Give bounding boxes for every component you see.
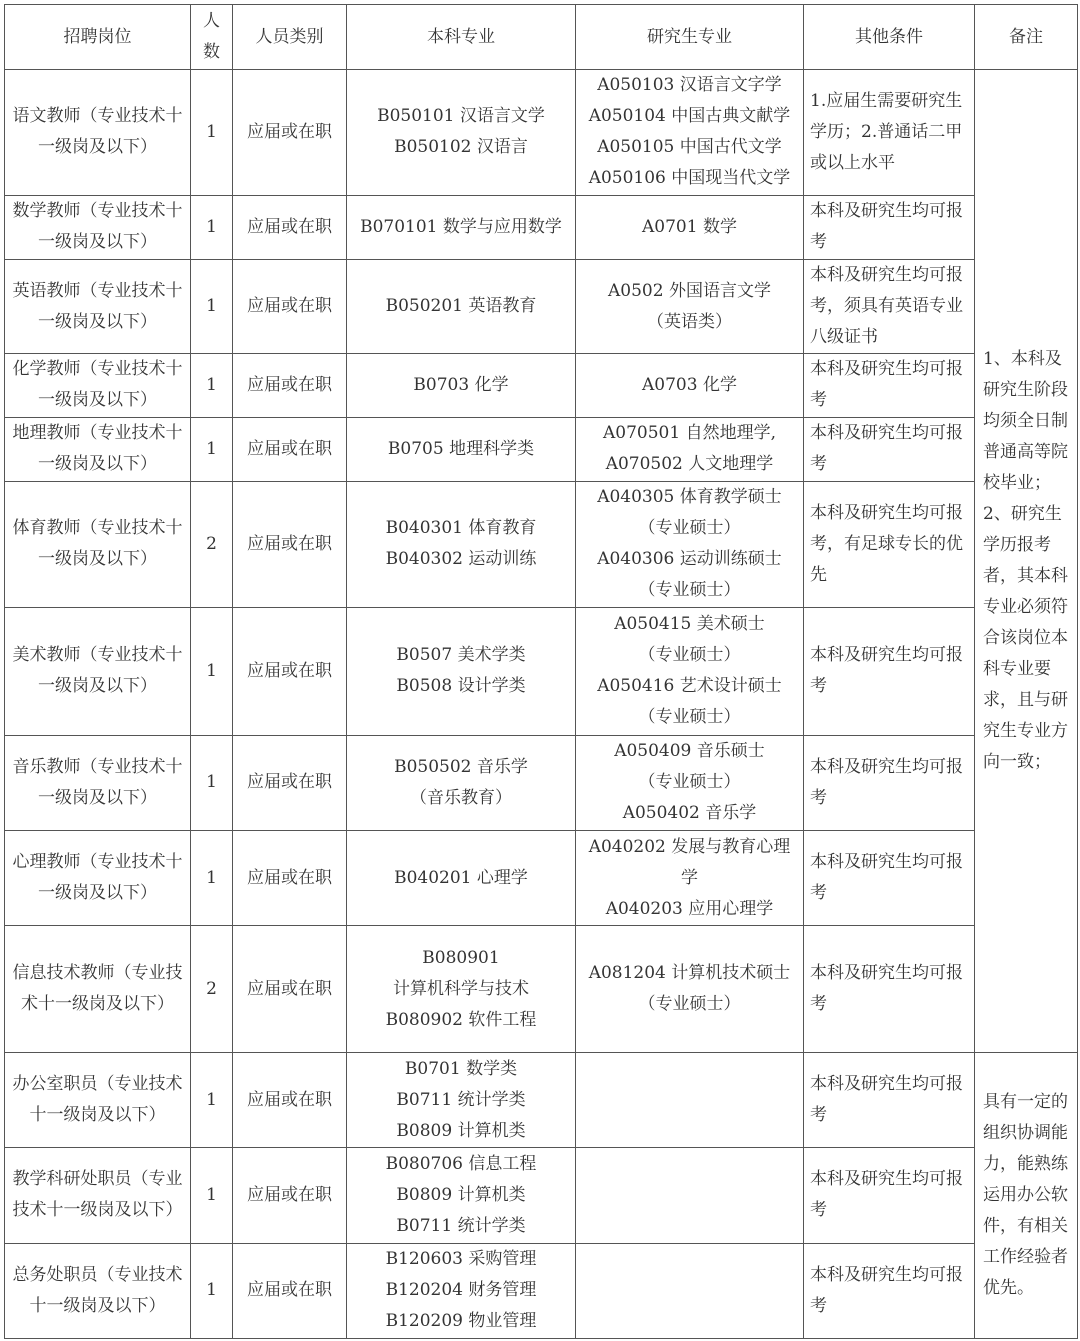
undergrad-major-line: （音乐教育）	[410, 787, 512, 808]
cell-graduate	[576, 481, 804, 607]
cell-undergrad	[347, 1243, 576, 1338]
cell-count: 1	[191, 259, 233, 353]
cell-position: 数学教师（专业技术十一级岗及以下）	[5, 195, 191, 259]
cell-count: 1	[191, 735, 233, 830]
graduate-major-line: （专业硕士）	[638, 994, 741, 1015]
cell-position: 心理教师（专业技术十一级岗及以下）	[5, 831, 191, 926]
cell-position: 音乐教师（专业技术十一级岗及以下）	[5, 735, 191, 830]
undergrad-major-line: B080706 信息工程	[385, 1153, 537, 1174]
undergrad-major-line: B0705 地理科学类	[387, 438, 535, 459]
cell-count: 2	[191, 926, 233, 1052]
cell-count: 1	[191, 1148, 233, 1243]
table-row	[5, 417, 1078, 481]
cell-count: 1	[191, 1243, 233, 1338]
cell-undergrad	[347, 354, 576, 417]
cell-category: 应届或在职	[233, 735, 347, 830]
cell-graduate	[576, 417, 804, 481]
cell-category: 应届或在职	[233, 354, 347, 417]
undergrad-major-line: 计算机科学与技术	[393, 978, 529, 999]
cell-graduate	[576, 1243, 804, 1338]
undergrad-major-line: B040301 体育教育	[385, 518, 537, 539]
table-row	[5, 831, 1078, 926]
header-position: 招聘岗位	[5, 5, 191, 70]
cell-graduate	[576, 1148, 804, 1243]
table-row	[5, 481, 1078, 607]
graduate-major-line: A050415 美术硕士	[614, 614, 765, 635]
cell-graduate	[576, 926, 804, 1052]
cell-undergrad	[347, 735, 576, 830]
cell-position: 化学教师（专业技术十一级岗及以下）	[5, 354, 191, 417]
undergrad-major-line: B120209 物业管理	[385, 1311, 537, 1332]
graduate-major-line: （英语类）	[647, 311, 732, 332]
undergrad-major-line: B0703 化学	[413, 374, 509, 395]
graduate-major-line: A050416 艺术设计硕士	[597, 676, 782, 697]
cell-position: 地理教师（专业技术十一级岗及以下）	[5, 417, 191, 481]
cell-undergrad	[347, 417, 576, 481]
cell-undergrad	[347, 926, 576, 1052]
undergrad-major-line: B080901	[422, 947, 500, 968]
graduate-major-line: A050409 音乐硕士	[614, 741, 765, 762]
graduate-major-line: A0701 数学	[642, 216, 737, 237]
cell-category: 应届或在职	[233, 1243, 347, 1338]
table-row	[5, 608, 1078, 735]
undergrad-major-line: B070101 数学与应用数学	[360, 216, 562, 237]
undergrad-major-line: B0711 统计学类	[396, 1089, 526, 1110]
header-remark: 备注	[975, 5, 1078, 70]
cell-position: 办公室职员（专业技术十一级岗及以下）	[5, 1052, 191, 1147]
recruitment-table	[4, 4, 1078, 1339]
cell-other: 本科及研究生均可报考，有足球专长的优先	[804, 481, 975, 607]
remark-staff: 具有一定的组织协调能力，能熟练运用办公软件，有相关工作经验者优先。	[975, 1052, 1078, 1338]
cell-graduate	[576, 735, 804, 830]
cell-count: 1	[191, 70, 233, 195]
undergrad-major-line: B120204 财务管理	[385, 1280, 537, 1301]
cell-position: 体育教师（专业技术十一级岗及以下）	[5, 481, 191, 607]
cell-position: 美术教师（专业技术十一级岗及以下）	[5, 608, 191, 735]
cell-undergrad	[347, 1052, 576, 1147]
undergrad-major-line: B080902 软件工程	[385, 1009, 537, 1030]
undergrad-major-line: B0701 数学类	[404, 1058, 518, 1079]
graduate-major-line: （专业硕士）	[638, 580, 741, 601]
table-row	[5, 354, 1078, 417]
cell-undergrad	[347, 195, 576, 259]
cell-position: 教学科研处职员（专业技术十一级岗及以下）	[5, 1148, 191, 1243]
cell-count: 1	[191, 608, 233, 735]
graduate-major-line: A040305 体育教学硕士	[597, 487, 782, 508]
graduate-major-line: A081204 计算机技术硕士	[588, 963, 791, 984]
header-graduate: 研究生专业	[576, 5, 804, 70]
cell-graduate	[576, 354, 804, 417]
graduate-major-line: A070502 人文地理学	[605, 454, 774, 475]
cell-graduate	[576, 831, 804, 926]
table-row	[5, 70, 1078, 195]
cell-category: 应届或在职	[233, 417, 347, 481]
undergrad-major-line: B040302 运动训练	[385, 549, 537, 570]
undergrad-major-line: B050102 汉语言	[394, 137, 528, 158]
undergrad-major-line: B050502 音乐学	[394, 756, 528, 777]
cell-other: 本科及研究生均可报考	[804, 1148, 975, 1243]
graduate-major-line: A040203 应用心理学	[605, 898, 774, 919]
cell-count: 2	[191, 481, 233, 607]
graduate-major-line: （专业硕士）	[638, 772, 741, 793]
graduate-major-line: （专业硕士）	[638, 518, 741, 539]
table-row	[5, 926, 1078, 1052]
cell-other: 本科及研究生均可报考	[804, 926, 975, 1052]
table-row	[5, 735, 1078, 830]
undergrad-major-line: B0508 设计学类	[396, 676, 526, 697]
table-row	[5, 1243, 1078, 1338]
cell-other: 本科及研究生均可报考	[804, 608, 975, 735]
cell-undergrad	[347, 831, 576, 926]
table-row	[5, 1052, 1078, 1147]
cell-graduate	[576, 259, 804, 353]
graduate-major-line: A040306 运动训练硕士	[597, 549, 782, 570]
graduate-major-line: A050105 中国古代文学	[597, 137, 782, 158]
cell-category: 应届或在职	[233, 1052, 347, 1147]
header-count: 人数	[191, 5, 233, 70]
cell-count: 1	[191, 1052, 233, 1147]
header-category: 人员类别	[233, 5, 347, 70]
header-other: 其他条件	[804, 5, 975, 70]
cell-other: 本科及研究生均可报考	[804, 1243, 975, 1338]
cell-count: 1	[191, 195, 233, 259]
cell-count: 1	[191, 417, 233, 481]
header-undergrad: 本科专业	[347, 5, 576, 70]
undergrad-major-line: B040201 心理学	[394, 867, 528, 888]
cell-count: 1	[191, 831, 233, 926]
cell-position: 总务处职员（专业技术十一级岗及以下）	[5, 1243, 191, 1338]
cell-undergrad	[347, 608, 576, 735]
cell-other: 本科及研究生均可报考	[804, 831, 975, 926]
undergrad-major-line: B0711 统计学类	[396, 1215, 526, 1236]
cell-other: 本科及研究生均可报考	[804, 354, 975, 417]
graduate-major-line: （专业硕士）	[638, 707, 741, 728]
undergrad-major-line: B050201 英语教育	[385, 296, 537, 317]
table-row	[5, 259, 1078, 353]
undergrad-major-line: B0809 计算机类	[396, 1184, 526, 1205]
cell-count: 1	[191, 354, 233, 417]
header-row	[5, 5, 1078, 70]
cell-position: 英语教师（专业技术十一级岗及以下）	[5, 259, 191, 353]
graduate-major-line: A050106 中国现当代文学	[588, 168, 791, 189]
remark-teachers: 1、本科及研究生阶段均须全日制普通高等院校毕业；2、研究生学历报考者，其本科专业必须符合该岗位本科专业要求，且与研究生专业方向一致；	[975, 70, 1078, 1053]
cell-undergrad	[347, 481, 576, 607]
graduate-major-line: A040202 发展与教育心理学	[588, 836, 791, 888]
cell-other: 本科及研究生均可报考	[804, 195, 975, 259]
cell-graduate	[576, 1052, 804, 1147]
cell-graduate	[576, 608, 804, 735]
cell-category: 应届或在职	[233, 481, 347, 607]
graduate-major-line: A070501 自然地理学,	[603, 423, 776, 444]
undergrad-major-line: B0507 美术学类	[396, 645, 526, 666]
cell-category: 应届或在职	[233, 70, 347, 195]
table-row	[5, 1148, 1078, 1243]
cell-other: 本科及研究生均可报考	[804, 735, 975, 830]
graduate-major-line: A050104 中国古典文献学	[588, 106, 791, 127]
cell-undergrad	[347, 259, 576, 353]
cell-other: 本科及研究生均可报考，须具有英语专业八级证书	[804, 259, 975, 353]
cell-category: 应届或在职	[233, 195, 347, 259]
cell-undergrad	[347, 70, 576, 195]
cell-position: 语文教师（专业技术十一级岗及以下）	[5, 70, 191, 195]
cell-graduate	[576, 70, 804, 195]
graduate-major-line: A0502 外国语言文学	[608, 280, 771, 301]
cell-other: 本科及研究生均可报考	[804, 417, 975, 481]
graduate-major-line: A050402 音乐学	[622, 803, 757, 824]
undergrad-major-line: B0809 计算机类	[396, 1120, 526, 1141]
cell-category: 应届或在职	[233, 608, 347, 735]
graduate-major-line: （专业硕士）	[638, 645, 741, 666]
undergrad-major-line: B120603 采购管理	[385, 1249, 537, 1270]
cell-other: 本科及研究生均可报考	[804, 1052, 975, 1147]
graduate-major-line: A050103 汉语言文字学	[597, 75, 782, 96]
cell-category: 应届或在职	[233, 831, 347, 926]
cell-other: 1.应届生需要研究生学历；2.普通话二甲或以上水平	[804, 70, 975, 195]
cell-category: 应届或在职	[233, 926, 347, 1052]
cell-category: 应届或在职	[233, 1148, 347, 1243]
cell-category: 应届或在职	[233, 259, 347, 353]
cell-graduate	[576, 195, 804, 259]
cell-undergrad	[347, 1148, 576, 1243]
graduate-major-line: A0703 化学	[642, 374, 737, 395]
undergrad-major-line: B050101 汉语言文学	[377, 106, 545, 127]
cell-position: 信息技术教师（专业技术十一级岗及以下）	[5, 926, 191, 1052]
table-row	[5, 195, 1078, 259]
